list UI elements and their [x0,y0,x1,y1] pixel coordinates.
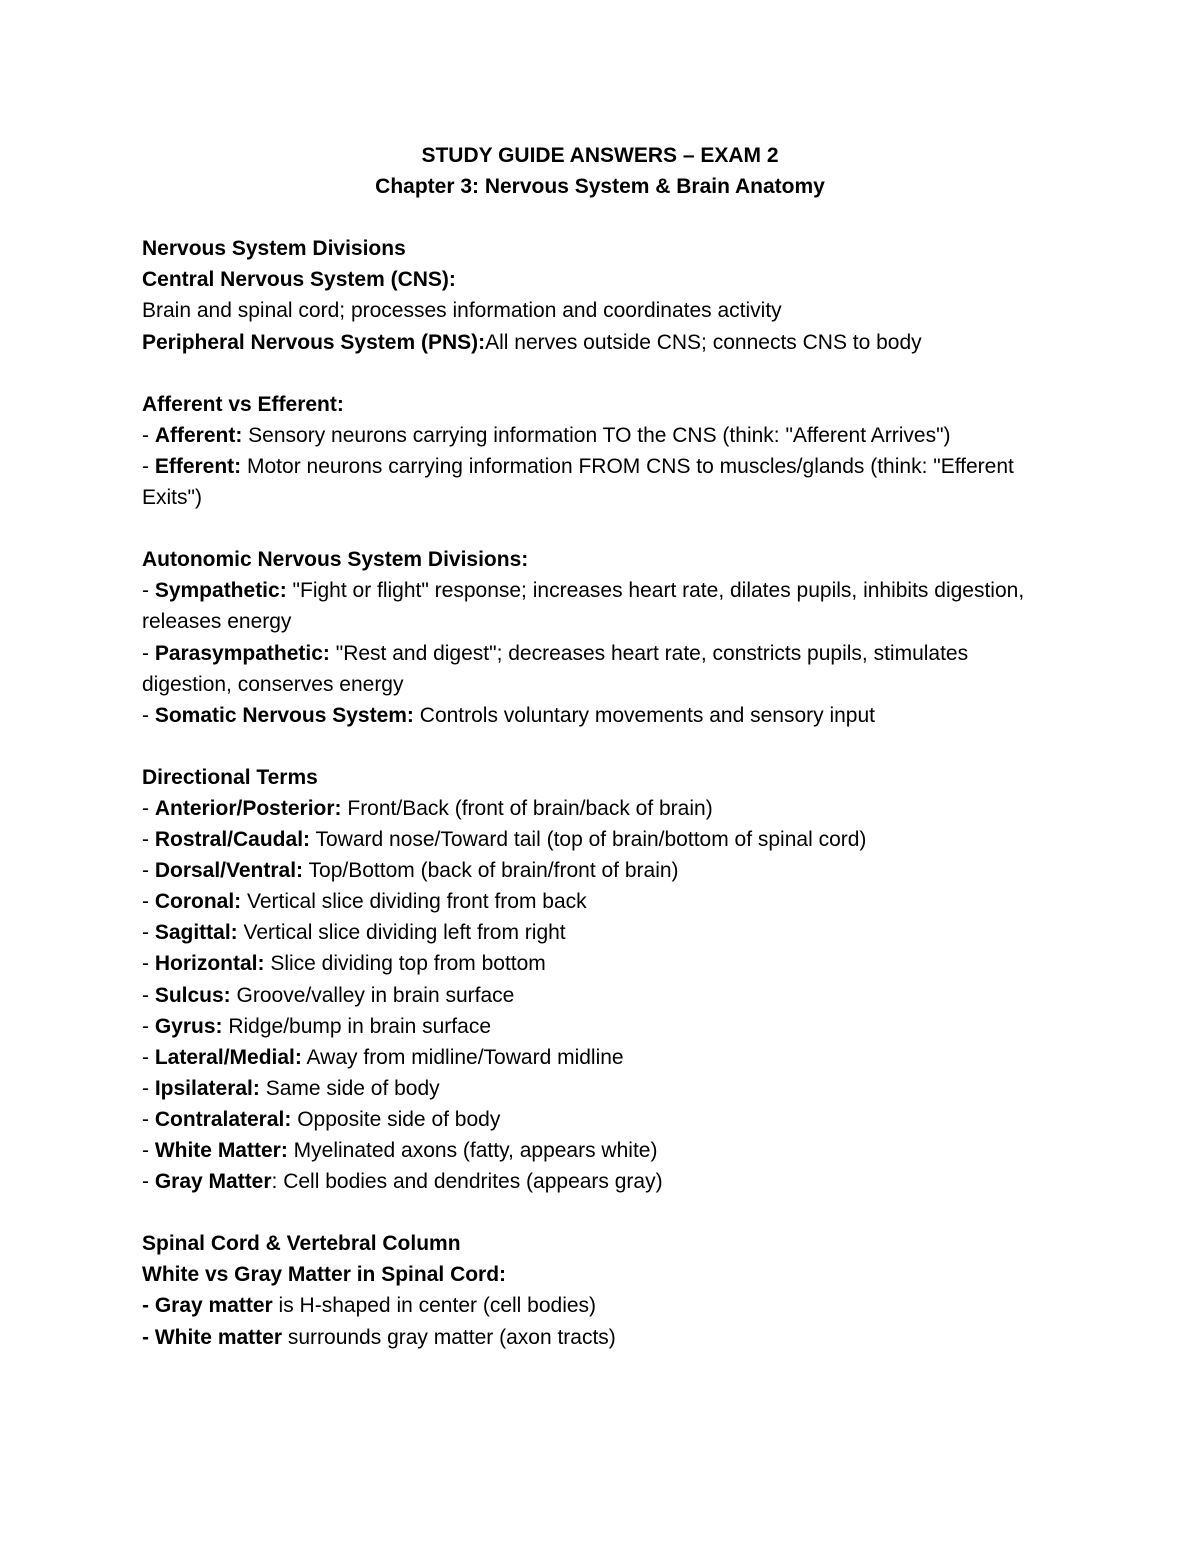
definition: "Fight or flight" response; increases heart rate, dilates pupils, inhibits digestion, releases energy [142,579,1025,634]
term: Gray Matter [154,1170,272,1194]
section-heading-directional: Directional Terms [142,765,318,789]
pns-line [142,327,1082,358]
term: Dorsal/Ventral: [154,859,304,883]
list-item [142,886,1082,917]
term: Parasympathetic: [154,641,330,665]
bullet: - [142,703,155,727]
list-item [142,948,1082,979]
document-page [142,140,1082,1353]
definition: Top/Bottom (back of brain/front of brain) [303,859,679,883]
list-item [142,793,1082,824]
definition: Toward nose/Toward tail (top of brain/bottom of spinal cord) [310,828,867,852]
section-heading-divisions: Nervous System Divisions [142,237,406,261]
section-autonomic [142,544,1082,731]
term: Lateral/Medial: [154,1045,302,1069]
section-subheading-spinal: White vs Gray Matter in Spinal Cord: [142,1263,507,1287]
section-heading-autonomic: Autonomic Nervous System Divisions: [142,548,529,572]
term: Rostral/Caudal: [154,828,311,852]
definition: Same side of body [259,1076,440,1100]
list-item-afferent [142,420,1082,451]
bullet: - [142,1076,155,1100]
title-block [0,140,1200,202]
term: Somatic Nervous System: [154,703,414,727]
definition: Motor neurons carrying information FROM CNS to muscles/glands (think: "Efferent Exits") [142,454,1014,510]
definition: surrounds gray matter (axon tracts) [282,1325,616,1349]
term: Horizontal: [154,952,265,976]
pns-text: All nerves outside CNS; connects CNS to body [485,330,922,354]
definition: Vertical slice dividing front from back [241,890,587,914]
bullet: - [142,1139,155,1162]
bullet: - [142,1107,155,1131]
term: Sympathetic: [154,579,287,603]
bullet: - [142,423,155,447]
bullet: - [142,579,155,603]
definition: : Cell bodies and dendrites (appears gray) [271,1170,663,1194]
section-afferent-efferent [142,389,1082,513]
cns-label: Central Nervous System (CNS): [142,268,456,292]
definition: Vertical slice dividing left from right [237,921,566,945]
bullet: - [142,890,155,914]
term: Contralateral: [154,1107,292,1131]
term: - Gray matter [142,1294,273,1318]
list-item-parasympathetic [142,638,972,700]
list-item [142,1135,1082,1166]
bullet: - [142,796,155,820]
list-item [142,1290,1082,1321]
bullet: - [142,641,155,665]
list-item [142,1166,1082,1197]
section-heading-spinal: Spinal Cord & Vertebral Column [142,1232,461,1256]
bullet: - [142,1014,155,1038]
list-item-efferent [142,451,1042,513]
bullet: - [142,454,155,478]
definition: Controls voluntary movements and sensory input [413,703,875,727]
definition: Sensory neurons carrying information TO the CNS (think: "Afferent Arrives") [242,423,951,447]
bullet: - [142,921,155,945]
definition: Away from midline/Toward midline [301,1045,624,1069]
section-heading-afferent-efferent: Afferent vs Efferent: [142,392,344,416]
list-item [142,1322,1082,1353]
bullet: - [142,1170,155,1194]
pns-label: Peripheral Nervous System (PNS): [142,330,486,354]
term: Ipsilateral: [154,1076,260,1100]
term: Gyrus: [154,1014,223,1038]
bullet: - [142,952,155,976]
term: Sagittal: [154,921,238,945]
section-directional [142,762,1082,1197]
term: Coronal: [154,890,242,914]
list-item [142,1073,1082,1104]
list-item-somatic [142,700,1082,731]
term: White Matter: [154,1139,288,1162]
term: - White matter [142,1325,283,1349]
list-item [142,1011,1082,1042]
bullet: - [142,859,155,883]
list-item [142,917,1082,948]
definition: "Rest and digest"; decreases heart rate, constricts pupils, stimulates digestion, conserves energy [142,641,969,696]
definition: Myelinated axons (fatty, appears white) [287,1139,658,1162]
list-item [142,855,1082,886]
bullet: - [142,828,155,852]
list-item [142,1104,1082,1135]
definition: Opposite side of body [291,1107,501,1131]
section-spinal [142,1228,1082,1352]
list-item [142,824,1082,855]
bullet: - [142,983,155,1007]
cns-text: Brain and spinal cord; processes information and coordinates activity [142,299,782,323]
document-title: STUDY GUIDE ANSWERS – EXAM 2 [421,144,779,167]
term: Efferent: [154,454,242,478]
definition: Groove/valley in brain surface [230,983,515,1007]
list-item-sympathetic [142,575,1042,637]
list-item [142,980,1082,1011]
term: Afferent: [154,423,243,447]
bullet: - [142,1045,155,1069]
term: Anterior/Posterior: [154,796,342,820]
chapter-title: Chapter 3: Nervous System & Brain Anatomy [375,175,825,199]
section-divisions [142,233,1082,357]
definition: Ridge/bump in brain surface [222,1014,491,1038]
term: Sulcus: [154,983,231,1007]
definition: is H-shaped in center (cell bodies) [272,1294,597,1318]
definition: Front/Back (front of brain/back of brain) [341,796,713,820]
list-item [142,1042,1082,1073]
definition: Slice dividing top from bottom [264,952,546,976]
